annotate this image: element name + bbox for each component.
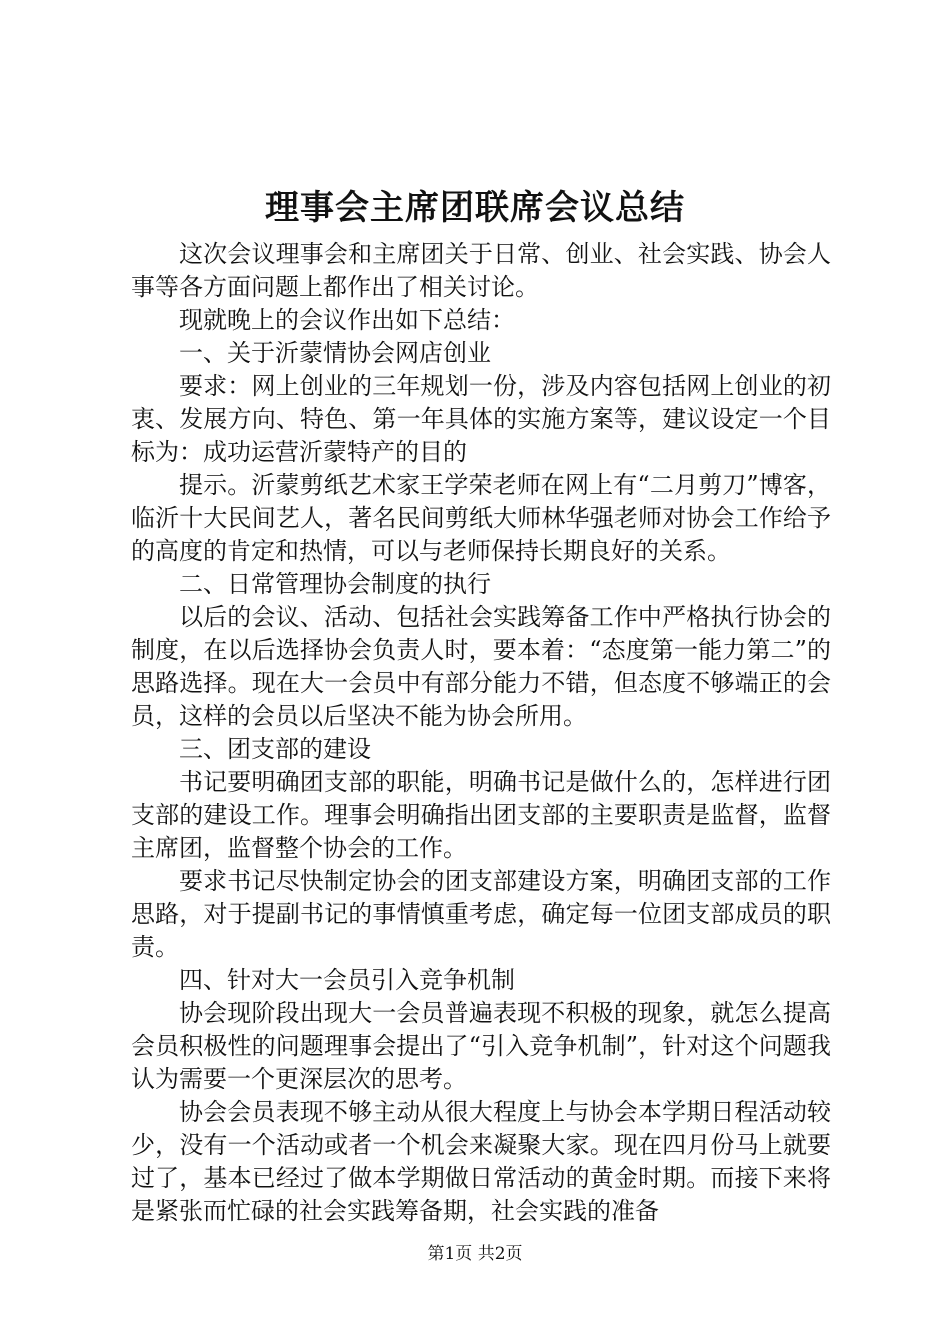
- page-footer: 第1页 共2页: [427, 1244, 523, 1264]
- section-heading-2: 二、日常管理协会制度的执行: [179, 570, 491, 598]
- paragraph-rules: 以后的会议、活动、包括社会实践筹备工作中严格执行协会的制度，在以后选择协会负责人时，要本着：“态度第一能力第二”的思路选择。现在大一会员中有部分能力不错，但态度不够端正的会员，这样的会员以后坚决不能为协会所用。: [131, 603, 831, 730]
- paragraph-hint: 提示。沂蒙剪纸艺术家王学荣老师在网上有“二月剪刀”博客，临沂十大民间艺人，著名民间剪纸大师林华强老师对协会工作给予的高度的肯定和热情，可以与老师保持长期良好的关系。: [131, 471, 831, 565]
- document-title: 理事会主席团联席会议总结: [265, 188, 685, 228]
- section-heading-3: 三、团支部的建设: [179, 735, 371, 763]
- section-heading-4: 四、针对大一会员引入竞争机制: [179, 966, 515, 994]
- paragraph-intro: 这次会议理事会和主席团关于日常、创业、社会实践、协会人事等各方面问题上都作出了相关讨论。: [131, 240, 831, 301]
- paragraph-activity: 协会会员表现不够主动从很大程度上与协会本学期日程活动较少，没有一个活动或者一个机会来凝聚大家。现在四月份马上就要过了，基本已经过了做本学期做日常活动的黄金时期。而接下来将是紧张而忙碌的社会实践筹备期，社会实践的准备: [131, 1098, 831, 1225]
- paragraph-secretary-role: 书记要明确团支部的职能，明确书记是做什么的，怎样进行团支部的建设工作。理事会明确指出团支部的主要职责是监督，监督主席团，监督整个协会的工作。: [131, 768, 831, 862]
- paragraph-competition: 协会现阶段出现大一会员普遍表现不积极的现象，就怎么提高会员积极性的问题理事会提出了“引入竞争机制”，针对这个问题我认为需要一个更深层次的思考。: [131, 999, 831, 1093]
- document-body: [131, 238, 831, 1228]
- paragraph-requirement: 要求：网上创业的三年规划一份，涉及内容包括网上创业的初衷、发展方向、特色、第一年具体的实施方案等，建议设定一个目标为：成功运营沂蒙特产的目的: [131, 372, 831, 466]
- paragraph-summary-lead: 现就晚上的会议作出如下总结：: [179, 306, 515, 334]
- paragraph-secretary-tasks: 要求书记尽快制定协会的团支部建设方案，明确团支部的工作思路，对于提副书记的事情慎重考虑，确定每一位团支部成员的职责。: [131, 867, 831, 961]
- section-heading-1: 一、关于沂蒙情协会网店创业: [179, 339, 491, 367]
